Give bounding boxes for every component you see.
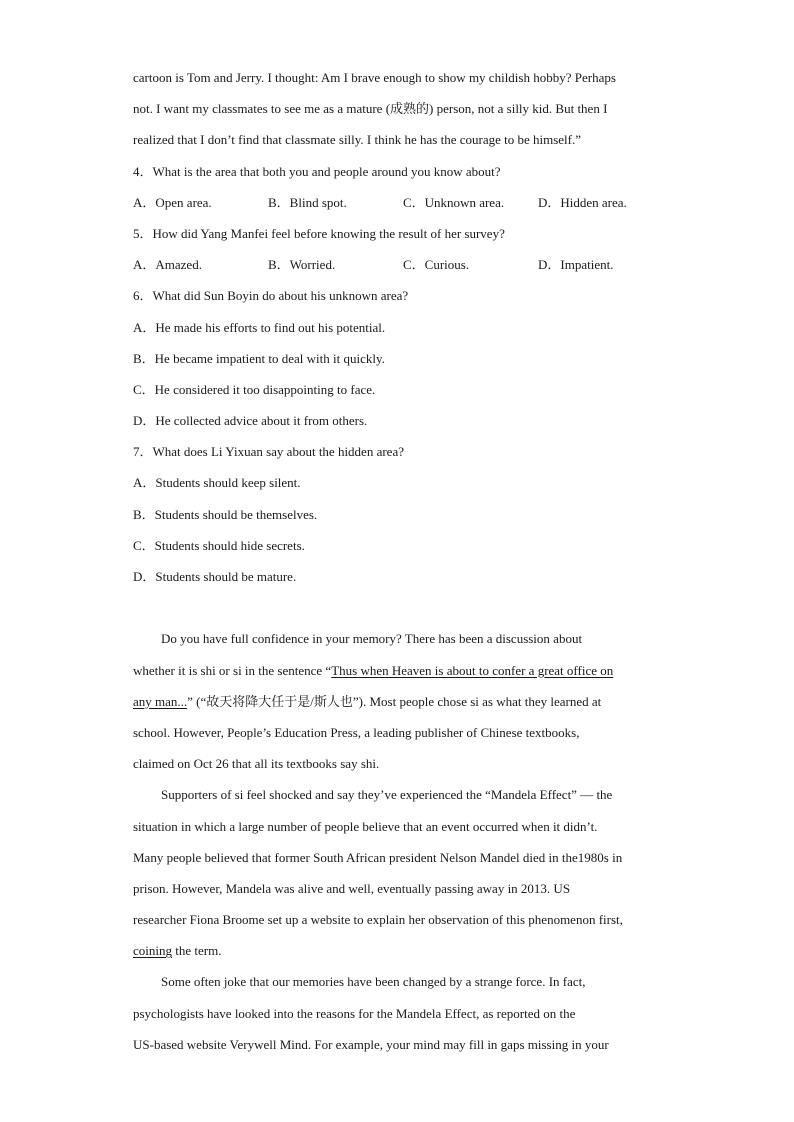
- passage-line: claimed on Oct 26 that all its textbooks say shi.: [133, 756, 380, 772]
- question-6-stem: 6．What did Sun Boyin do about his unknown area?: [133, 288, 409, 304]
- option-c: C．Curious.: [403, 257, 470, 273]
- intro-line: realized that I don’t find that classmate silly. I think he has the courage to be himself.”: [133, 132, 581, 148]
- option-b: B．He became impatient to deal with it quickly.: [133, 350, 385, 366]
- passage-line: Supporters of si feel shocked and say they’ve experienced the “Mandela Effect” — the: [161, 787, 613, 803]
- underlined-phrase: Thus when Heaven is about to confer a great office on: [331, 662, 614, 678]
- question-4-stem: 4．What is the area that both you and people around you know about?: [133, 163, 501, 179]
- option-a: A．He made his efforts to find out his potential.: [133, 319, 386, 335]
- passage-line: [133, 655, 673, 686]
- passage-line: prison. However, Mandela was alive and well, eventually passing away in 2013. US: [133, 880, 571, 896]
- option-c: C．Students should hide secrets.: [133, 537, 305, 553]
- option-c: C．Unknown area.: [403, 194, 505, 210]
- underlined-word: coining: [133, 943, 172, 959]
- option-c: C．He considered it too disappointing to face.: [133, 381, 376, 397]
- passage-line: researcher Fiona Broome set up a website to explain her observation of this phenomenon first,: [133, 912, 623, 928]
- option-d: D．Students should be mature.: [133, 569, 297, 584]
- passage-line: situation in which a large number of people believe that an event occurred when it didn’t.: [133, 818, 598, 834]
- question-5-options: [133, 249, 673, 280]
- option-a: A．Students should keep silent.: [133, 475, 301, 491]
- passage-line: psychologists have looked into the reasons for the Mandela Effect, as reported on the: [133, 1005, 576, 1021]
- intro-line: cartoon is Tom and Jerry. I thought: Am I brave enough to show my childish hobby? Perhaps: [133, 70, 616, 85]
- passage-line: [133, 935, 673, 966]
- question-4-options: [133, 187, 673, 218]
- option-d: D．Hidden area.: [538, 194, 627, 210]
- option-d: D．He collected advice about it from others.: [133, 413, 368, 429]
- passage-line: [133, 686, 673, 717]
- passage-text: whether it is shi or si in the sentence “: [133, 662, 332, 678]
- option-b: B．Blind spot.: [268, 194, 347, 210]
- option-a: A．Open area.: [133, 194, 212, 210]
- passage-text: the term.: [172, 943, 222, 959]
- option-b: B．Worried.: [268, 257, 336, 273]
- intro-line: not. I want my classmates to see me as a mature (成熟的) person, not a silly kid. But then I: [133, 101, 608, 117]
- passage-line: Do you have full confidence in your memory? There has been a discussion about: [161, 631, 583, 647]
- section-spacer: [133, 592, 673, 623]
- option-b: B．Students should be themselves.: [133, 506, 318, 522]
- passage-line: US-based website Verywell Mind. For example, your mind may fill in gaps missing in your: [133, 1036, 609, 1052]
- passage-line: Some often joke that our memories have been changed by a strange force. In fact,: [161, 974, 586, 990]
- underlined-phrase: any man...: [133, 693, 188, 709]
- question-7-stem: 7．What does Li Yixuan say about the hidden area?: [133, 444, 404, 460]
- document-page: [133, 62, 673, 1060]
- passage-text: ” (“故天将降大任于是/斯人也”). Most people chose si as what they learned at: [187, 693, 602, 709]
- passage-line: school. However, People’s Education Press, a leading publisher of Chinese textbooks,: [133, 724, 580, 740]
- option-a: A．Amazed.: [133, 257, 202, 273]
- passage-line: Many people believed that former South African president Nelson Mandel died in the1980s in: [133, 849, 623, 865]
- question-5-stem: 5．How did Yang Manfei feel before knowing the result of her survey?: [133, 225, 505, 241]
- option-d: D．Impatient.: [538, 257, 614, 273]
